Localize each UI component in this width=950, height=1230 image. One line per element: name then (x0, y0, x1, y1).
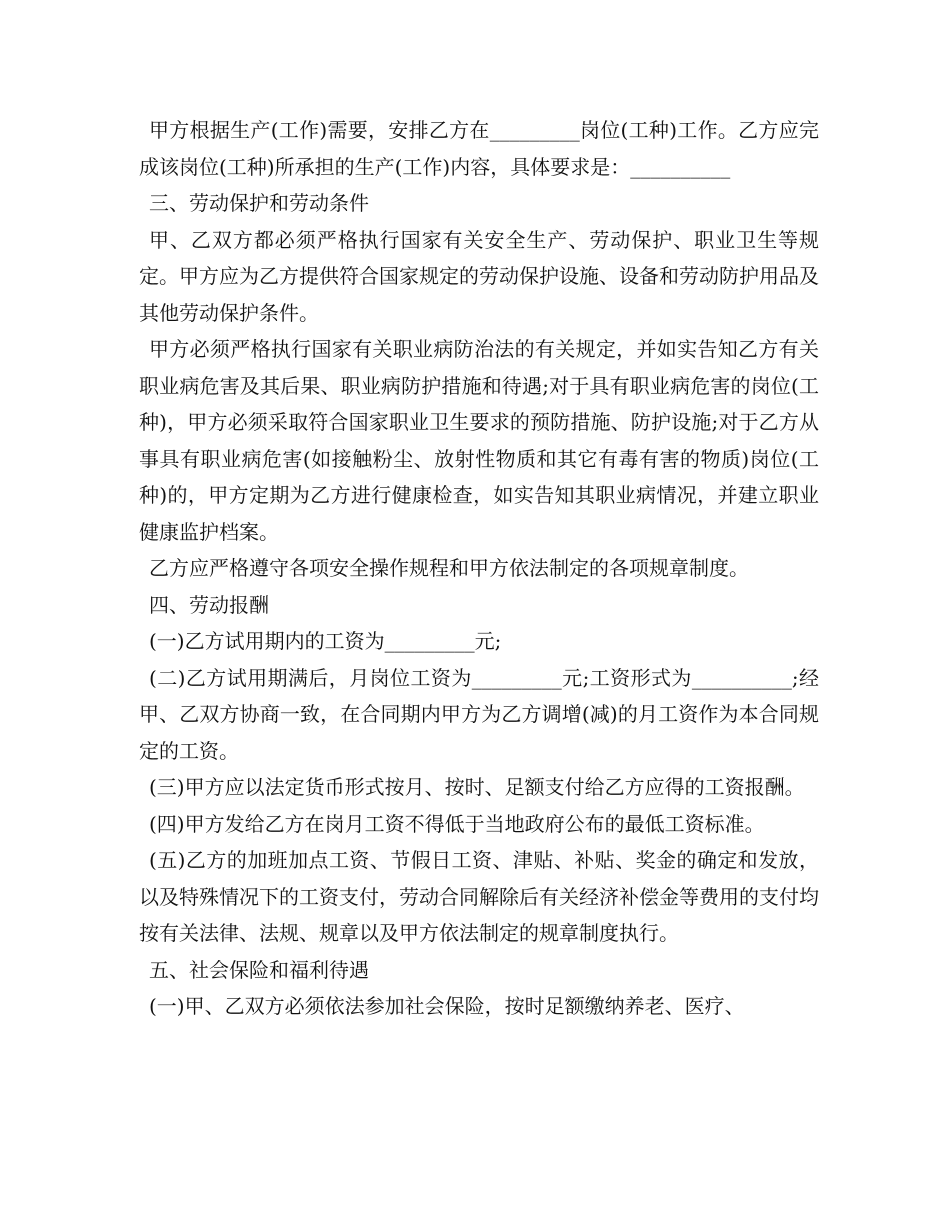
paragraph-overtime-wage: (五)乙方的加班加点工资、节假日工资、津贴、补贴、奖金的确定和发放，以及特殊情况下的工资支付，劳动合同解除后有关经济补偿金等费用的支付均按有关法律、法规、规章以及甲方依法制定的规章制度执行。 (139, 848, 819, 945)
paragraph-social-insurance: (一)甲、乙双方必须依法参加社会保险，按时足额缴纳养老、医疗、 (149, 994, 745, 1018)
paragraph-occupational-disease: 甲方必须严格执行国家有关职业病防治法的有关规定，并如实告知乙方有关职业病危害及其后果、职业病防护措施和待遇;对于具有职业病危害的岗位(工种)，甲方必须采取符合国家职业卫生要求的预防措施、防护设施;对于乙方从事具有职业病危害(如接触粉尘、放射性物质和其它有毒有害的物质)岗位(工种)的，甲方定期为乙方进行健康检查，如实告知其职业病情况，并建立职业健康监护档案。 (139, 337, 819, 544)
section-heading-remuneration: 四、劳动报酬 (149, 592, 269, 617)
paragraph-wage-payment: (三)甲方应以法定货币形式按月、按时、足额支付给乙方应得的工资报酬。 (149, 775, 805, 799)
paragraph-post-probation-wage: (二)乙方试用期满后，月岗位工资为_________元;工资形式为__________;经甲、乙双方协商一致，在合同期内甲方为乙方调增(减)的月工资作为本合同规定的工资。 (139, 665, 819, 763)
document-body (139, 112, 819, 1025)
section-heading-labor-protection: 三、劳动保护和劳动条件 (149, 191, 369, 215)
paragraph-job-position: 甲方根据生产(工作)需要，安排乙方在_________岗位(工种)工作。乙方应完成该岗位(工种)所承担的生产(工作)内容，具体要求是：__________ (139, 118, 819, 179)
section-heading-social-insurance: 五、社会保险和福利待遇 (149, 957, 369, 982)
paragraph-minimum-wage: (四)甲方发给乙方在岗月工资不得低于当地政府公布的最低工资标准。 (149, 811, 765, 836)
paragraph-safety-rules: 乙方应严格遵守各项安全操作规程和甲方依法制定的各项规章制度。 (149, 556, 749, 580)
paragraph-probation-wage: (一)乙方试用期内的工资为_________元; (149, 629, 502, 653)
paragraph-safety-regulations: 甲、乙双方都必须严格执行国家有关安全生产、劳动保护、职业卫生等规定。甲方应为乙方提供符合国家规定的劳动保护设施、设备和劳动防护用品及其他劳动保护条件。 (139, 227, 819, 325)
